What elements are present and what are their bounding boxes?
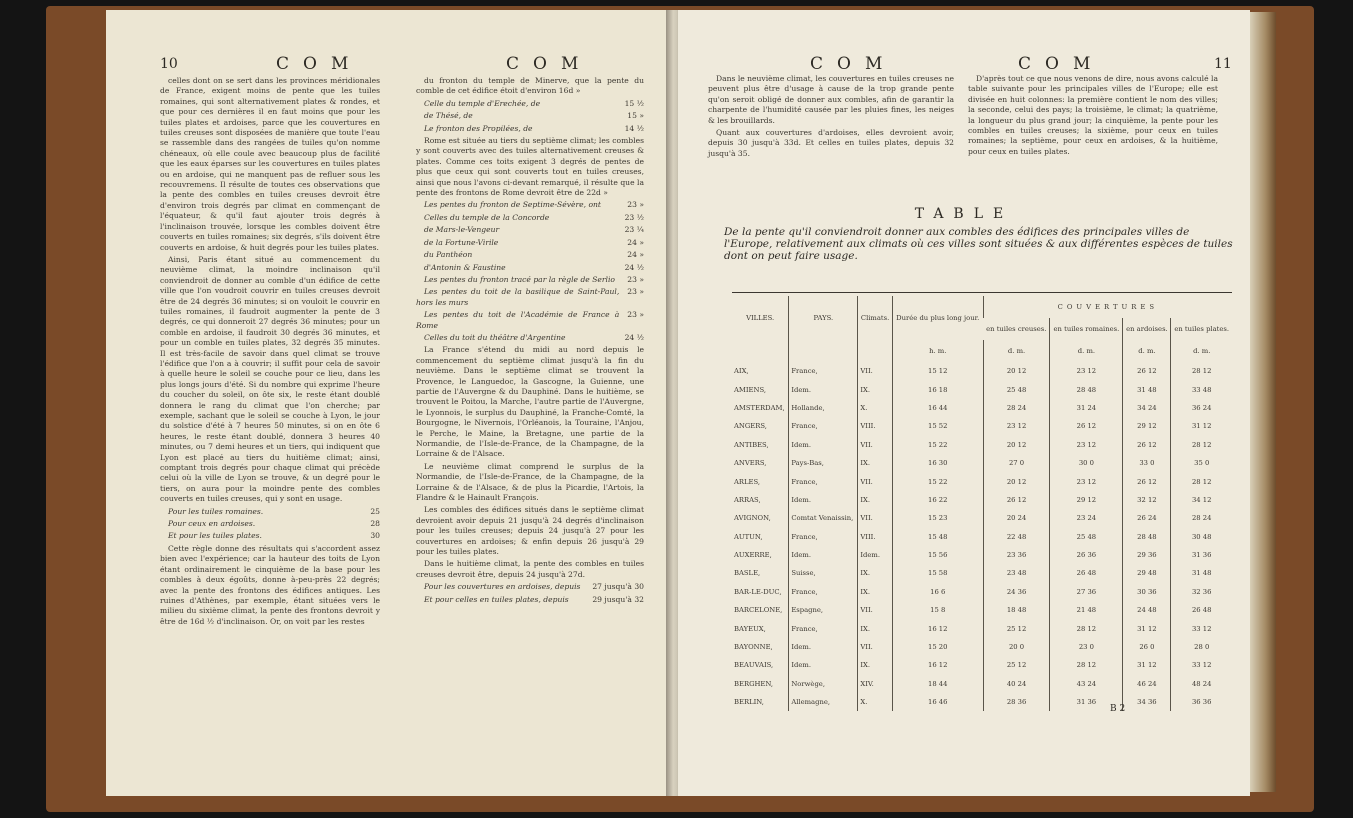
table-cell: Espagne, <box>789 601 858 619</box>
col-header-plates: en tuiles plates. <box>1171 318 1232 340</box>
table-cell: 26 48 <box>1171 601 1232 619</box>
table-cell: 15 8 <box>892 601 983 619</box>
table-cell: 32 36 <box>1171 583 1232 601</box>
table-cell: 28 12 <box>1050 619 1123 637</box>
table-cell: ANVERS, <box>734 459 767 468</box>
table-cell: ANGERS, <box>734 422 767 431</box>
table-cell: 28 36 <box>983 693 1050 711</box>
leader-value: 15 » <box>627 111 644 121</box>
table-cell: IX. <box>858 491 892 509</box>
right-page <box>678 10 1250 796</box>
paragraph: Dans le huitième climat, la pente des combles en tuiles creuses devroit être, depuis 24 jusqu'à 27d. <box>416 559 644 579</box>
paragraph: du fronton du temple de Minerve, que la pente du comble de cet édifice étoit d'environ 16d » <box>416 76 644 96</box>
paragraph: celles dont on se sert dans les provinces méridionales de France, exigent moins de pente que les tuiles romaines, qui sont alternativement plates & rondes, et que pour ces dernières il en faut moins que pour les tuiles plates et ardoises, parce que les couvertures en tuiles creuses sont disposées de manière que toute l'eau se rassemble dans des rangées de tuiles qu'on nomme chéneaux, où elle coule avec beaucoup plus de facilité que les eaux éparses sur les couvertures en tuiles plates ou en ardoise, qui ne manquent pas de refluer sous les recouvremens. Il résulte de toutes ces observations que la pente des combles en tuiles creuses devroit être d'environ trois degrés par climat en commençant de l'équateur, & qu'il faut ajouter trois degrés à l'inclinaison trouvée, lorsque les combles doivent être couverts en tuiles romaines; six degrés, s'ils doivent être couverts en ardoise, & huit degrés pour les tuiles plates. <box>160 76 380 252</box>
table-cell: 26 12 <box>983 491 1050 509</box>
table-cell: BASLE, <box>734 569 761 578</box>
table-cell: 15 22 <box>892 436 983 454</box>
table-cell: AIX, <box>734 367 749 376</box>
leader-value: 29 jusqu'à 32 <box>592 594 644 604</box>
table-cell: IX. <box>858 380 892 398</box>
table-cell: BARCELONE, <box>734 606 783 615</box>
leader-value: 28 <box>370 519 380 529</box>
table-row <box>732 546 1232 564</box>
paragraph: Les combles des édifices situés dans le septième climat devroient avoir depuis 21 jusqu'à 24 degrés d'inclinaison pour les tuiles creuses; depuis 24 jusqu'à 27 pour les couvertures en ardoises; & enfin depuis 26 jusqu'à 29 pour les tuiles plates. <box>416 505 644 557</box>
table-row <box>732 619 1232 637</box>
table-cell: 20 12 <box>983 472 1050 490</box>
leader-value: 23 ½ <box>624 212 644 222</box>
table-cell: 29 12 <box>1123 417 1171 435</box>
table-cell: France, <box>789 619 858 637</box>
table-cell: VII. <box>858 362 892 380</box>
col-header-villes: VILLES. <box>746 314 775 322</box>
table-cell: 24 36 <box>983 583 1050 601</box>
leader-label: Et pour celles en tuiles plates, depuis <box>424 594 569 604</box>
leader-value: 23 » <box>627 287 644 297</box>
paragraph: Quant aux couvertures d'ardoises, elles devroient avoir, depuis 30 jusqu'à 33d. Et celles en tuiles plates, depuis 32 jusqu'à 35. <box>708 128 954 158</box>
col-header-couvertures: COUVERTURES <box>983 296 1232 318</box>
table-cell: Idem. <box>789 638 858 656</box>
leader-line <box>416 225 644 235</box>
table-cell: BERGHEN, <box>734 679 774 688</box>
table-cell: 15 56 <box>892 546 983 564</box>
table-cell: 23 12 <box>1050 436 1123 454</box>
leader-line <box>416 310 644 331</box>
leader-value: 24 ½ <box>624 262 644 272</box>
leader-label: Les pentes du fronton tracé par la règle de Serlio <box>424 274 615 284</box>
table-cell: Comtat Venaissin, <box>789 509 858 527</box>
table-cell: IX. <box>858 656 892 674</box>
leader-value: 30 <box>370 531 380 541</box>
table-cell: AVIGNON, <box>734 514 771 523</box>
leader-line <box>416 124 644 134</box>
leader-label: Pour ceux en ardoises. <box>168 519 256 529</box>
paragraph: Le neuvième climat comprend le surplus de la Normandie, de l'Isle-de-France, de la Champagne, de la Lorraine & de l'Alsace, & de plus la Picardie, l'Artois, la Flandre & le Hainault François. <box>416 461 644 503</box>
table-cell: 40 24 <box>983 675 1050 693</box>
table-row <box>732 472 1232 490</box>
leader-line <box>416 238 644 248</box>
table-subtitle: De la pente qu'il conviendroit donner aux combles des édifices des principales villes de l'Europe, relativement aux climats où ces villes sont situées & aux différentes espèces de tuiles dont on peut faire usage. <box>724 226 1233 262</box>
table-row <box>732 399 1232 417</box>
leader-label: Celles du temple de la Concorde <box>424 212 550 222</box>
unit-cell: d. m. <box>983 340 1050 362</box>
table-cell: 26 12 <box>1123 472 1171 490</box>
text-column-2 <box>968 74 1218 159</box>
col-header-duree: Durée du plus long jour. <box>892 296 983 340</box>
table-cell: 16 18 <box>892 380 983 398</box>
table-cell: VII. <box>858 638 892 656</box>
table-cell: France, <box>789 583 858 601</box>
table-cell: VII. <box>858 436 892 454</box>
leader-line <box>416 333 644 343</box>
leader-value: 23 ¼ <box>624 225 644 235</box>
table-cell: 31 36 <box>1050 693 1123 711</box>
table-cell: 25 12 <box>983 619 1050 637</box>
table-cell: Idem. <box>789 656 858 674</box>
table-cell: 30 0 <box>1050 454 1123 472</box>
table-cell: 16 22 <box>892 491 983 509</box>
table-row <box>732 454 1232 472</box>
table-cell: BEAUVAIS, <box>734 661 774 670</box>
table-cell: 20 12 <box>983 436 1050 454</box>
table-row <box>732 380 1232 398</box>
leader-line <box>416 263 644 273</box>
unit-cell <box>858 340 892 362</box>
leader-line <box>416 287 644 308</box>
table-cell: IX. <box>858 583 892 601</box>
table-cell: 15 58 <box>892 564 983 582</box>
table-row <box>732 491 1232 509</box>
col-header-creuses: en tuiles creuses. <box>986 325 1047 333</box>
paragraph: La France s'étend du midi au nord depuis le commencement du septième climat jusqu'à la fin du neuvième. Dans le septième climat se trouvent la Provence, le Languedoc, la Gascogne, la Guienne, une partie de l'Auvergne & du Dauphiné. Dans le huitième, se trouvent le Poitou, la Marche, l'autre partie de l'Auvergne, le Lyonnois, le surplus du Dauphiné, la Franche-Comté, la Bourgogne, le Nivernois, l'Orléanois, la Touraine, l'Anjou, le Perche, le Maine, la Bretagne, une partie de la Normandie, de l'Isle-de-France, de la Champagne, de la Lorraine & de l'Alsace. <box>416 345 644 459</box>
table-cell: VIII. <box>858 417 892 435</box>
divider <box>732 292 1232 293</box>
leader-label: Le fronton des Propilées, de <box>424 123 533 133</box>
table-cell: 34 12 <box>1171 491 1232 509</box>
leader-label: Pour les couvertures en ardoises, depuis <box>424 582 581 592</box>
table-cell: X. <box>858 693 892 711</box>
table-cell: 36 24 <box>1171 399 1232 417</box>
leader-value: 24 » <box>627 250 644 260</box>
table-cell: 23 12 <box>1050 472 1123 490</box>
table-row <box>732 583 1232 601</box>
table-row <box>732 693 1232 711</box>
leader-line <box>416 99 644 109</box>
table-cell: 15 23 <box>892 509 983 527</box>
table-cell: 23 12 <box>983 417 1050 435</box>
table-cell: 15 22 <box>892 472 983 490</box>
table-cell: France, <box>789 528 858 546</box>
table-cell: Idem. <box>789 546 858 564</box>
table-cell: 15 48 <box>892 528 983 546</box>
leader-line <box>160 531 380 541</box>
table-cell: 25 48 <box>1050 528 1123 546</box>
leader-label: Pour les tuiles romaines. <box>168 506 264 516</box>
table-cell: BAYONNE, <box>734 643 773 652</box>
table-cell: AUXERRE, <box>734 551 772 560</box>
leader-line <box>160 507 380 517</box>
table-cell: 18 44 <box>892 675 983 693</box>
table-cell: 26 48 <box>1050 564 1123 582</box>
table-cell: 23 12 <box>1050 362 1123 380</box>
table-cell: Hollande, <box>789 399 858 417</box>
table-cell: 29 36 <box>1123 546 1171 564</box>
table-cell: BERLIN, <box>734 698 764 707</box>
table-cell: IX. <box>858 454 892 472</box>
table-row <box>732 564 1232 582</box>
leader-value: 25 <box>370 506 380 516</box>
leader-value: 24 ½ <box>624 332 644 342</box>
leader-label: de Thésé, de <box>424 111 473 121</box>
table-cell: AMSTERDAM, <box>734 403 785 412</box>
table-cell: 31 48 <box>1171 564 1232 582</box>
text-column-1 <box>708 74 954 161</box>
table-cell: 46 24 <box>1123 675 1171 693</box>
table-cell: 28 48 <box>1123 528 1171 546</box>
paragraph: D'après tout ce que nous venons de dire, nous avons calculé la table suivante pour les principales villes de l'Europe; elle est divisée en huit colonnes: la première contient le nom des villes; la seconde, celui des pays; la troisième, le climat; la quatrième, la longueur du plus grand jour; la cinquième, la pente pour les combles en tuiles creuses; la sixième, pour ceux en tuiles romaines; la septième, pour ceux en ardoises, & la huitième, pour ceux en tuiles plates. <box>968 74 1218 156</box>
signature-mark: B 2 <box>1110 704 1126 714</box>
table-cell: 26 12 <box>1050 417 1123 435</box>
table-cell: 23 24 <box>1050 509 1123 527</box>
leader-line <box>416 111 644 121</box>
paragraph: Ainsi, Paris étant situé au commencement du neuvième climat, la moindre inclinaison qu'il conviendroit de donner au comble d'un édifice de cette ville que l'on voudroit couvrir en tuiles creuses devroit être de 24 degrés 36 minutes; si on vouloit le couvrir en tuiles romaines, il faudroit augmenter la pente de 3 degrés, ce qui donneroit 27 degrés 36 minutes; pour un comble en ardoise, il faudroit 30 degrés 36 minutes, et pour un comble en tuiles plates, 32 degrés 35 minutes. Il est très-facile de savoir dans quel climat se trouve l'édifice que l'on a à couvrir; il suffit pour cela de savoir à quelle heure le soleil se couche pour ce lieu, dans les plus longs jours d'été. Si du nombre qui exprime l'heure du coucher du soleil, on ôte six, le reste étant doublé donnera le rang du climat que l'on cherche; par exemple, sachant que le soleil se couche à Lyon, le jour du solstice d'été à 7 heures 50 minutes, si on en ôte 6 heures, le reste étant doublé, donnera 3 heures 40 minutes, ou 7 demi heures et un tiers, qui indiquent que Lyon est placé au tiers du huitième climat; ainsi, comptant trois degrés pour chaque climat qui précède celui où la ville de Lyon se trouve, & un degré pour le tiers, on aura pour la moindre pente des combles couverts en tuiles creuses, qui y sont en usage. <box>160 254 380 504</box>
table-cell: 16 12 <box>892 656 983 674</box>
table-row <box>732 417 1232 435</box>
unit-cell: h. m. <box>892 340 983 362</box>
leader-label: d'Antonin & Faustine <box>424 262 506 272</box>
leader-line <box>416 200 644 210</box>
table-cell: 23 0 <box>1050 638 1123 656</box>
table-cell: 26 36 <box>1050 546 1123 564</box>
leader-value: 27 jusqu'à 30 <box>592 582 644 592</box>
table-row <box>732 436 1232 454</box>
leader-label: de la Fortune-Virile <box>424 237 499 247</box>
leader-value: 15 ½ <box>624 98 644 108</box>
table-cell: France, <box>789 417 858 435</box>
paragraph: Rome est située au tiers du septième climat; les combles y sont couverts avec des tuiles alternativement creuses & plates. Comme ces toits exigent 3 degrés de pentes de plus que ceux qui sont couverts tout en tuiles creuses, ainsi que nous l'avons ci-devant remarqué, il résulte que la pente des frontons de Rome devroit être de 22d » <box>416 136 644 198</box>
leader-label: Celles du toit du théâtre d'Argentine <box>424 332 566 342</box>
table-cell: 23 48 <box>983 564 1050 582</box>
table-row <box>732 675 1232 693</box>
leader-label: Les pentes du fronton de Septime-Sévère, ont <box>424 200 601 210</box>
leader-label: Celle du temple d'Erechée, de <box>424 98 541 108</box>
table-cell: 30 48 <box>1171 528 1232 546</box>
table-cell: 31 12 <box>1123 656 1171 674</box>
table-cell: 32 12 <box>1123 491 1171 509</box>
table-cell: 15 12 <box>892 362 983 380</box>
leader-line <box>416 275 644 285</box>
table-cell: 16 46 <box>892 693 983 711</box>
table-cell: 26 12 <box>1123 362 1171 380</box>
table-cell: Norwège, <box>789 675 858 693</box>
col-header-climats: Climats. <box>858 296 892 340</box>
table-cell: 31 36 <box>1171 546 1232 564</box>
table-cell: 20 12 <box>983 362 1050 380</box>
table-cell: Pays-Bas, <box>789 454 858 472</box>
running-head: COM <box>276 54 363 74</box>
table-cell: 31 12 <box>1171 417 1232 435</box>
leader-value: 23 » <box>627 310 644 320</box>
table-cell: 29 48 <box>1123 564 1171 582</box>
table-cell: 28 24 <box>1171 509 1232 527</box>
table-cell: IX. <box>858 564 892 582</box>
table-cell: ARLES, <box>734 477 761 486</box>
table-cell: 29 12 <box>1050 491 1123 509</box>
table-cell: 28 12 <box>1171 362 1232 380</box>
table-cell: 34 36 <box>1123 693 1171 711</box>
leader-label: Les pentes du toit de la basilique de Saint-Paul, hors les murs <box>416 287 620 307</box>
table-cell: IX. <box>858 619 892 637</box>
table-cell: 28 12 <box>1171 436 1232 454</box>
table-cell: 48 24 <box>1171 675 1232 693</box>
table-cell: 25 12 <box>983 656 1050 674</box>
running-head: COM <box>810 54 897 74</box>
table-cell: 16 12 <box>892 619 983 637</box>
paragraph: Dans le neuvième climat, les couvertures en tuiles creuses ne peuvent plus être d'usage à cause de la trop grande pente qu'on seroit obligé de donner aux combles, afin de garantir la charpente de l'humidité causée par les pluies fines, les neiges & les brouillards. <box>708 74 954 125</box>
table-cell: 34 24 <box>1123 399 1171 417</box>
table-row <box>732 509 1232 527</box>
table-cell: 20 0 <box>983 638 1050 656</box>
table-cell: 31 24 <box>1050 399 1123 417</box>
leader-list <box>416 200 644 343</box>
col-header-pays: PAYS. <box>789 296 858 340</box>
table-cell: BAR-LE-DUC, <box>734 587 782 596</box>
leader-line <box>416 582 644 592</box>
table-row <box>732 362 1232 380</box>
table-row <box>732 601 1232 619</box>
table-cell: 24 48 <box>1123 601 1171 619</box>
table-cell: ARRAS, <box>734 495 761 504</box>
col-header-romaines: en tuiles romaines. <box>1050 318 1123 340</box>
table-cell: 26 0 <box>1123 638 1171 656</box>
table-cell: 28 12 <box>1050 656 1123 674</box>
slope-table <box>732 296 1232 711</box>
table-cell: 35 0 <box>1171 454 1232 472</box>
table-cell: 16 6 <box>892 583 983 601</box>
leader-label: du Panthéon <box>424 250 473 260</box>
table-cell: Allemagne, <box>789 693 858 711</box>
table-row <box>732 528 1232 546</box>
table-cell: France, <box>789 362 858 380</box>
table-cell: 23 36 <box>983 546 1050 564</box>
table-cell: 22 48 <box>983 528 1050 546</box>
text-column-1 <box>160 76 380 629</box>
leader-value: 14 ½ <box>624 123 644 133</box>
table-cell: 30 36 <box>1123 583 1171 601</box>
table-row <box>732 656 1232 674</box>
table-cell: VII. <box>858 472 892 490</box>
running-head: COM <box>506 54 593 74</box>
table-cell: 31 48 <box>1123 380 1171 398</box>
table-cell: ANTIBES, <box>734 440 769 449</box>
unit-cell <box>789 340 858 362</box>
unit-cell: d. m. <box>1050 340 1123 362</box>
table-cell: 31 12 <box>1123 619 1171 637</box>
table-cell: 28 12 <box>1171 472 1232 490</box>
table-cell: 33 12 <box>1171 656 1232 674</box>
table-cell: 28 24 <box>983 399 1050 417</box>
table-cell: AMIENS, <box>734 385 767 394</box>
table-cell: Idem. <box>858 546 892 564</box>
table-cell: 16 44 <box>892 399 983 417</box>
page-number: 10 <box>160 56 178 72</box>
page-number: 11 <box>1214 56 1232 72</box>
table-cell: 26 24 <box>1123 509 1171 527</box>
table-cell: 33 48 <box>1171 380 1232 398</box>
table-title: TABLE <box>914 206 1014 222</box>
table-cell: 26 12 <box>1123 436 1171 454</box>
table-cell: VII. <box>858 509 892 527</box>
table-cell: 15 52 <box>892 417 983 435</box>
table-cell: 15 20 <box>892 638 983 656</box>
table-cell: 36 36 <box>1171 693 1232 711</box>
leader-value: 23 » <box>627 200 644 210</box>
table-cell: 25 48 <box>983 380 1050 398</box>
running-head: COM <box>1018 54 1105 74</box>
text-column-2 <box>416 76 644 607</box>
col-header-ardoises: en ardoises. <box>1123 318 1171 340</box>
unit-cell <box>732 340 789 362</box>
table-cell: BAYEUX, <box>734 624 766 633</box>
leader-label: Et pour les tuiles plates. <box>168 531 262 541</box>
leader-label: Les pentes du toit de l'Académie de France à Rome <box>416 310 620 330</box>
paragraph: Cette règle donne des résultats qui s'accordent assez bien avec l'expérience; car la hauteur des toits de Lyon étant ordinairement le cinquième de la base pour les combles à deux égoûts, donne à-peu-près 22 degrés; avec la pente des frontons des édifices antiques. Les ruines d'Athènes, par exemple, étant situées vers le milieu du sixième climat, la pente des frontons devroit y être de 16d ½ d'inclinaison. Or, on voit par les restes <box>160 543 380 626</box>
table-cell: 28 0 <box>1171 638 1232 656</box>
table-row <box>732 638 1232 656</box>
table-cell: AUTUN, <box>734 532 763 541</box>
book-edge <box>1250 12 1276 792</box>
left-page <box>106 10 671 796</box>
table-cell: X. <box>858 399 892 417</box>
leader-line <box>416 250 644 260</box>
table-cell: 18 48 <box>983 601 1050 619</box>
leader-line <box>416 595 644 605</box>
table-cell: 27 36 <box>1050 583 1123 601</box>
table-cell: Idem. <box>789 436 858 454</box>
leader-line <box>416 213 644 223</box>
table-cell: 33 0 <box>1123 454 1171 472</box>
table-cell: VII. <box>858 601 892 619</box>
table-cell: 43 24 <box>1050 675 1123 693</box>
table-cell: 33 12 <box>1171 619 1232 637</box>
table-cell: 20 24 <box>983 509 1050 527</box>
unit-cell: d. m. <box>1123 340 1171 362</box>
table-cell: 16 30 <box>892 454 983 472</box>
table-cell: 21 48 <box>1050 601 1123 619</box>
leader-label: de Mars-le-Vengeur <box>424 225 500 235</box>
unit-cell: d. m. <box>1171 340 1232 362</box>
table-cell: XIV. <box>858 675 892 693</box>
leader-value: 24 » <box>627 237 644 247</box>
table-cell: Idem. <box>789 491 858 509</box>
table-cell: Idem. <box>789 380 858 398</box>
table-cell: 28 48 <box>1050 380 1123 398</box>
leader-value: 23 » <box>627 274 644 284</box>
table-cell: Suisse, <box>789 564 858 582</box>
table-cell: 27 0 <box>983 454 1050 472</box>
table-cell: VIII. <box>858 528 892 546</box>
leader-line <box>160 519 380 529</box>
table-cell: France, <box>789 472 858 490</box>
